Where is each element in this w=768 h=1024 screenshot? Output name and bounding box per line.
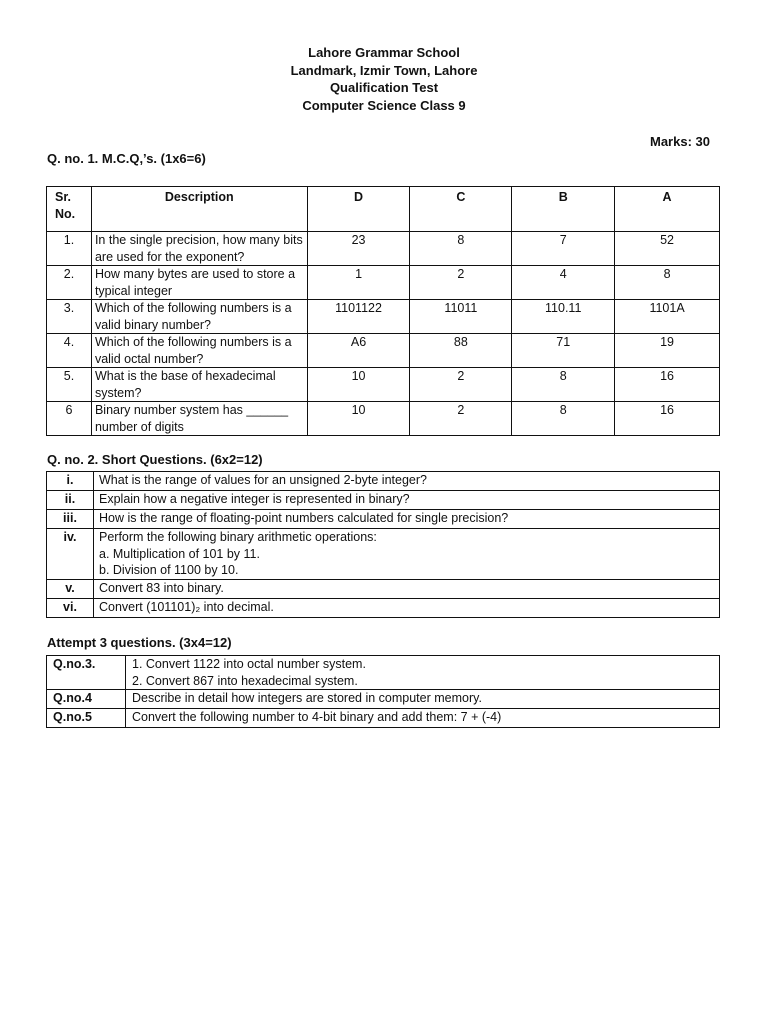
option-d-header: D [307, 187, 410, 232]
mcq-header-row [47, 187, 720, 232]
mcq-description: Which of the following numbers is a valid binary number? [91, 300, 307, 334]
mcq-option-d: 10 [307, 402, 410, 436]
question-text-line: b. Division of 1100 by 10. [99, 563, 239, 577]
question-number: iv. [47, 529, 94, 580]
question-number: ii. [47, 491, 94, 510]
mcq-option-a: 16 [615, 402, 720, 436]
question-label: Q.no.5 [47, 709, 126, 728]
total-marks: Marks: 30 [650, 134, 710, 149]
question-text-cell [126, 690, 720, 709]
mcq-row [47, 266, 720, 300]
question-text-line: Explain how a negative integer is represented in binary? [99, 492, 410, 506]
question-text-line: Describe in detail how integers are stored in computer memory. [132, 691, 482, 705]
mcq-option-c: 2 [410, 402, 512, 436]
question-text-line: Convert the following number to 4-bit binary and add them: 7 + (-4) [132, 710, 502, 724]
mcq-row [47, 368, 720, 402]
long-question-row [47, 690, 720, 709]
mcq-option-d: 1101122 [307, 300, 410, 334]
question-number: i. [47, 472, 94, 491]
option-b-header: B [512, 187, 615, 232]
mcq-option-b: 110.11 [512, 300, 615, 334]
subject-title: Computer Science Class 9 [302, 97, 466, 113]
question-text-line: Convert 83 into binary. [99, 580, 224, 595]
question-text-cell [94, 598, 720, 617]
question-text-cell [94, 579, 720, 598]
short-question-row [47, 472, 720, 491]
long-question-row [47, 709, 720, 728]
mcq-table [46, 186, 720, 436]
mcq-option-b: 71 [512, 334, 615, 368]
question-text-cell [126, 656, 720, 690]
mcq-description: What is the base of hexadecimal system? [91, 368, 307, 402]
mcq-row [47, 300, 720, 334]
sr-header-line1: Sr. [55, 190, 71, 204]
mcq-option-b: 4 [512, 266, 615, 300]
question-text-cell [94, 472, 720, 491]
school-address: Landmark, Izmir Town, Lahore [290, 62, 478, 78]
mcq-option-a: 16 [615, 368, 720, 402]
question-text-line: What is the range of values for an unsigned 2-byte integer? [99, 473, 427, 487]
mcq-serial: 2. [47, 266, 92, 300]
sr-header-line2: No. [55, 206, 76, 221]
mcq-option-d: 10 [307, 368, 410, 402]
question-text-cell [94, 491, 720, 510]
description-header: Description [91, 187, 307, 232]
mcq-option-a: 19 [615, 334, 720, 368]
mcq-row [47, 232, 720, 266]
mcq-option-d: A6 [307, 334, 410, 368]
mcq-option-a: 1101A [615, 300, 720, 334]
question-label: Q.no.3. [47, 656, 126, 690]
mcq-option-b: 8 [512, 368, 615, 402]
short-question-row [47, 598, 720, 617]
mcq-option-d: 23 [307, 232, 410, 266]
mcq-option-a: 52 [615, 232, 720, 266]
question-text-line: How is the range of floating-point numbers calculated for single precision? [99, 511, 509, 525]
mcq-serial: 4. [47, 334, 92, 368]
question-text-line: 2. Convert 867 into hexadecimal system. [132, 673, 358, 688]
short-question-row [47, 491, 720, 510]
mcq-option-b: 7 [512, 232, 615, 266]
question-text-cell [126, 709, 720, 728]
section2-title: Q. no. 2. Short Questions. (6x2=12) [47, 452, 263, 467]
test-title: Qualification Test [329, 80, 439, 95]
mcq-serial: 5. [47, 368, 92, 402]
mcq-option-d: 1 [307, 266, 410, 300]
mcq-option-c: 88 [410, 334, 512, 368]
section3-title: Attempt 3 questions. (3x4=12) [47, 635, 232, 650]
mcq-option-c: 2 [410, 266, 512, 300]
option-c-header: C [410, 187, 512, 232]
mcq-option-c: 8 [410, 232, 512, 266]
question-number: vi. [47, 598, 94, 617]
question-number: iii. [47, 510, 94, 529]
mcq-description: In the single precision, how many bits are used for the exponent? [91, 232, 307, 266]
short-questions-table [46, 471, 720, 618]
short-question-row [47, 510, 720, 529]
question-text-line: Convert (101101)₂ into decimal. [99, 599, 274, 614]
question-text-cell [94, 529, 720, 580]
mcq-serial: 6 [47, 402, 92, 436]
mcq-serial: 1. [47, 232, 92, 266]
mcq-option-b: 8 [512, 402, 615, 436]
mcq-option-c: 2 [410, 368, 512, 402]
mcq-description: Binary number system has ______ number of digits [91, 402, 307, 436]
question-text-line: 1. Convert 1122 into octal number system. [132, 657, 366, 671]
long-questions-table [46, 655, 720, 728]
sr-no-header [47, 187, 92, 232]
question-text-cell [94, 510, 720, 529]
option-a-header: A [615, 187, 720, 232]
mcq-description: How many bytes are used to store a typical integer [91, 266, 307, 300]
school-name: Lahore Grammar School [308, 45, 460, 60]
mcq-description: Which of the following numbers is a valid octal number? [91, 334, 307, 368]
question-number: v. [47, 579, 94, 598]
mcq-option-c: 11011 [410, 300, 512, 334]
mcq-row [47, 402, 720, 436]
question-text-line: a. Multiplication of 101 by 11. [99, 546, 260, 561]
long-question-row [47, 656, 720, 690]
short-question-row [47, 529, 720, 580]
mcq-row [47, 334, 720, 368]
mcq-option-a: 8 [615, 266, 720, 300]
section1-title: Q. no. 1. M.C.Q,’s. (1x6=6) [47, 151, 206, 166]
question-label: Q.no.4 [47, 690, 126, 709]
document-header [0, 44, 768, 114]
question-text-line: Perform the following binary arithmetic operations: [99, 530, 377, 544]
short-question-row [47, 579, 720, 598]
mcq-serial: 3. [47, 300, 92, 334]
